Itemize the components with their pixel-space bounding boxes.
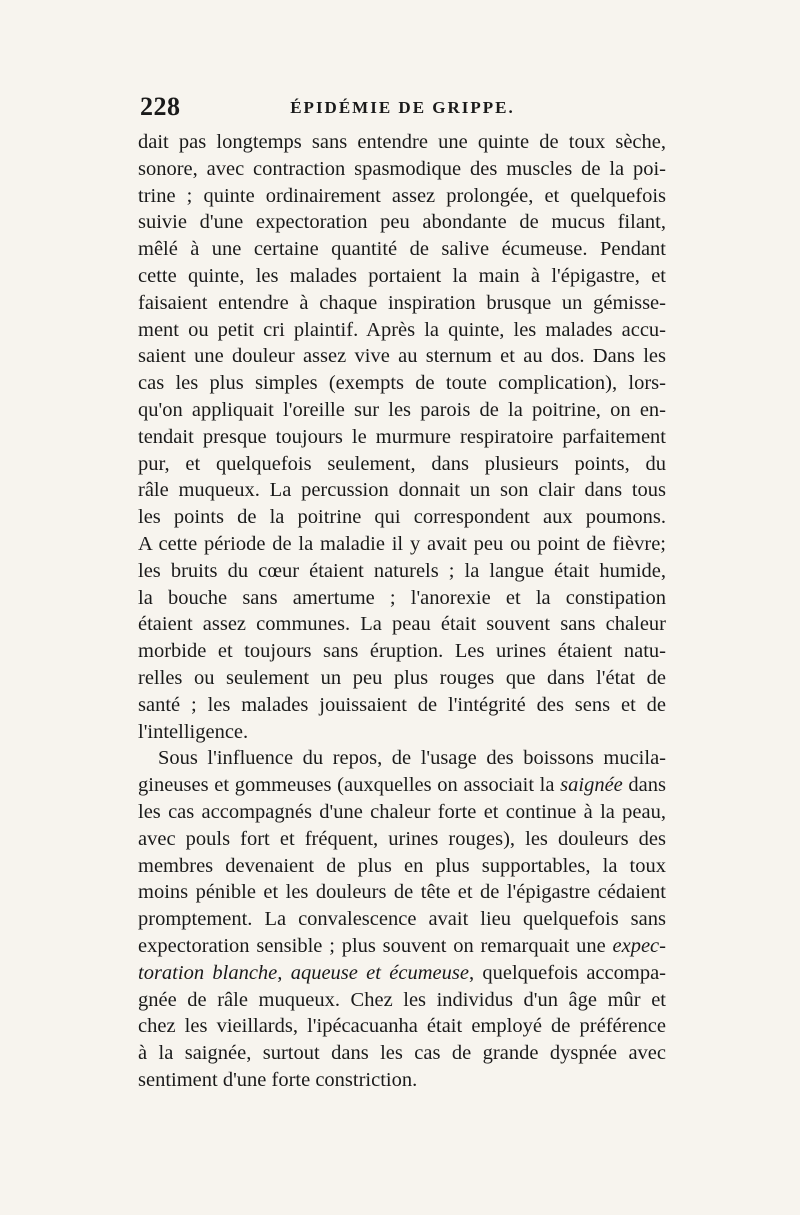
text-line: les cas accompagnés d'une chaleur forte et continue à la peau, [138,800,666,823]
text-line: membres devenaient de plus en plus supportables, la toux [138,854,666,877]
text-line [138,960,666,987]
text-line: chez les vieillards, l'ipécacuanha était employé de préférence [138,1015,666,1038]
text-line: suivie d'une expectoration peu abondante de mucus filant, [138,211,666,234]
text-line: cette quinte, les malades portaient la main à l'épigastre, et [138,264,666,287]
text-line: à la saignée, surtout dans les cas de grande dyspnée avec [138,1042,666,1065]
text-segment: , quelquefois accompa- [468,961,666,984]
italic-term: toration blanche, aqueuse et écumeuse [138,961,469,984]
text-line: promptement. La convalescence avait lieu quelquefois sans [138,908,666,931]
text-segment: dans [622,774,666,797]
body-text [138,129,666,1094]
text-line: saient une douleur assez vive au sternum et au dos. Dans les [138,345,666,368]
text-line: trine ; quinte ordinairement assez prolongée, et quelquefois [138,184,666,207]
page-number: 228 [140,92,181,121]
text-line: râle muqueux. La percussion donnait un son clair dans tous [138,479,666,502]
text-line: les bruits du cœur étaient naturels ; la langue était humide, [138,559,666,582]
text-line: cas les plus simples (exempts de toute complication), lors- [138,372,666,395]
text-line: moins pénible et les douleurs de tête et de l'épigastre cédaient [138,881,666,904]
text-line: relles ou seulement un peu plus rouges que dans l'état de [138,666,666,689]
text-line: étaient assez communes. La peau était souvent sans chaleur [138,613,666,636]
text-line: tendait presque toujours le murmure respiratoire parfaitement [138,425,666,448]
text-line: avec pouls fort et fréquent, urines rouges), les douleurs des [138,827,666,850]
text-segment: gineuses et gommeuses (auxquelles on associait la [138,774,561,797]
text-line: l'intelligence. [138,720,249,743]
running-head: ÉPIDÉMIE DE GRIPPE. [290,98,515,117]
text-line: gnée de râle muqueux. Chez les individus d'un âge mûr et [138,988,666,1011]
text-line: ment ou petit cri plaintif. Après la quinte, les malades accu- [138,318,666,341]
text-line [138,933,666,960]
italic-term: saignée [560,774,623,797]
text-line: A cette période de la maladie il y avait peu ou point de fièvre; [138,532,666,555]
text-line: Sous l'influence du repos, de l'usage des boissons mucila- [158,747,666,770]
italic-term: expec- [612,934,666,957]
text-line: pur, et quelquefois seulement, dans plusieurs points, du [138,452,666,475]
text-line: santé ; les malades jouissaient de l'intégrité des sens et de [138,693,666,716]
text-line: la bouche sans amertume ; l'anorexie et la constipation [138,586,666,609]
text-line: faisaient entendre à chaque inspiration brusque un gémisse- [138,291,666,314]
text-line: mêlé à une certaine quantité de salive écumeuse. Pendant [138,238,666,261]
text-line: les points de la poitrine qui correspondent aux poumons. [138,506,666,529]
text-line: sonore, avec contraction spasmodique des muscles de la poi- [138,157,666,180]
text-line: dait pas longtemps sans entendre une quinte de toux sèche, [138,131,666,153]
text-line: morbide et toujours sans éruption. Les urines étaient natu- [138,640,666,663]
text-line: sentiment d'une forte constriction. [138,1068,418,1091]
page-header [140,92,665,124]
text-segment: expectoration sensible ; plus souvent on remarquait une [138,934,613,957]
text-line: qu'on appliquait l'oreille sur les parois de la poitrine, on en- [138,398,666,421]
text-line [138,772,666,799]
